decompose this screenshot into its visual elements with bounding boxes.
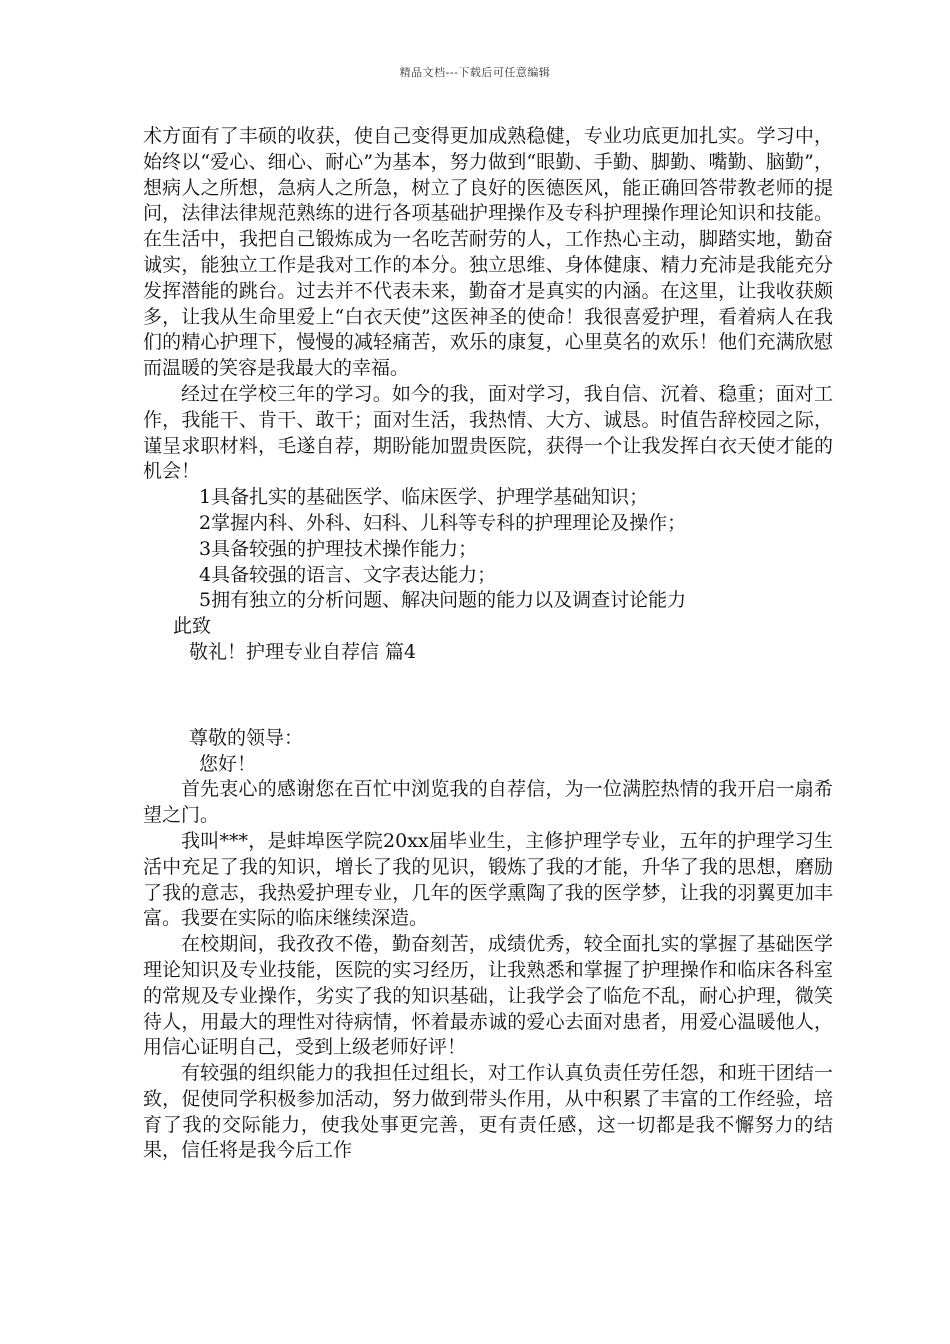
paragraph: 首先衷心的感谢您在百忙中浏览我的自荐信，为一位满腔热情的我开启一扇希望之门。 [143,778,833,827]
paragraph: 我叫***，是蚌埠医学院20xx届毕业生，主修护理学专业，五年的护理学习生活中充足了我的知识，增长了我的见识，锻炼了我的才能，升华了我的思想，磨励了我的意志，我热爱护理专业，几年的医学熏陶了我的医学梦，让我的羽翼更加丰富。我要在实际的临床继续深造。 [143,829,833,930]
closing: 此致 [173,615,212,638]
paragraph: 经过在学校三年的学习。如今的我，面对学习，我自信、沉着、稳重；面对工作，我能干、肯干、敢干；面对生活，我热情、大方、诚恳。时值告辞校园之际，谨呈求职材料，毛遂自荐，期盼能加盟贵医院，获得一个让我发挥白衣天使才能的机会！ [143,382,833,483]
spacer [143,666,833,726]
salute-title: 敬礼！护理专业自荐信 篇4 [189,640,417,663]
paragraph: 在校期间，我孜孜不倦，勤奋刻苦，成绩优秀，较全面扎实的掌握了基础医学理论知识及专业技能，医院的实习经历，让我熟悉和掌握了护理操作和临床各科室的常规及专业操作，劣实了我的知识基础，让我学会了临危不乱，耐心护理，微笑待人，用最大的理性对待病情，怀着最赤诚的爱心去面对患者，用爱心温暖他人，用信心证明自己，受到上级老师好评！ [143,933,833,1059]
list-item: 1具备扎实的基础医学、临床医学、护理学基础知识； [199,486,649,509]
list-item: 2掌握内科、外科、妇科、儿科等专科的护理理论及操作； [199,511,687,534]
list-item: 3具备较强的护理技术操作能力； [199,537,478,560]
hello: 您好！ [199,752,257,775]
greeting: 尊敬的领导： [189,726,304,749]
letter-body [143,124,833,1164]
paragraph: 术方面有了丰硕的收获，使自己变得更加成熟稳健，专业功底更加扎实。学习中，始终以“爱心、细心、耐心”为基本，努力做到“眼勤、手勤、脚勤、嘴勤、脑勤”，想病人之所想，急病人之所急，树立了良好的医德医风，能正确回答带教老师的提问，法律法律规范熟练的进行各项基础护理操作及专科护理操作理论知识和技能。在生活中，我把自己锻炼成为一名吃苦耐劳的人，工作热心主动，脚踏实地，勤奋诚实，能独立工作是我对工作的本分。独立思维、身体健康、精力充沛是我能充分发挥潜能的跳台。过去并不代表未来，勤奋才是真实的内涵。在这里，让我收获颇多，让我从生命里爱上“白衣天使”这医神圣的使命！我很喜爱护理，看着病人在我们的精心护理下，慢慢的减轻痛苦，欢乐的康复，心里莫名的欢乐！他们充满欣慰而温暖的笑容是我最大的幸福。 [143,125,833,380]
page-header: 精品文档---下载后可任意编辑 [399,66,551,79]
list-item: 5拥有独立的分析问题、解决问题的能力以及调查讨论能力 [199,589,687,612]
paragraph: 有较强的组织能力的我担任过组长，对工作认真负责任劳任怨，和班干团结一致，促使同学积极参加活动，努力做到带头作用，从中积累了丰富的工作经验，培育了我的交际能力，使我处事更完善，更有责任感，这一切都是我不懈努力的结果，信任将是我今后工作 [143,1062,833,1162]
list-item: 4具备较强的语言、文字表达能力； [199,563,497,586]
